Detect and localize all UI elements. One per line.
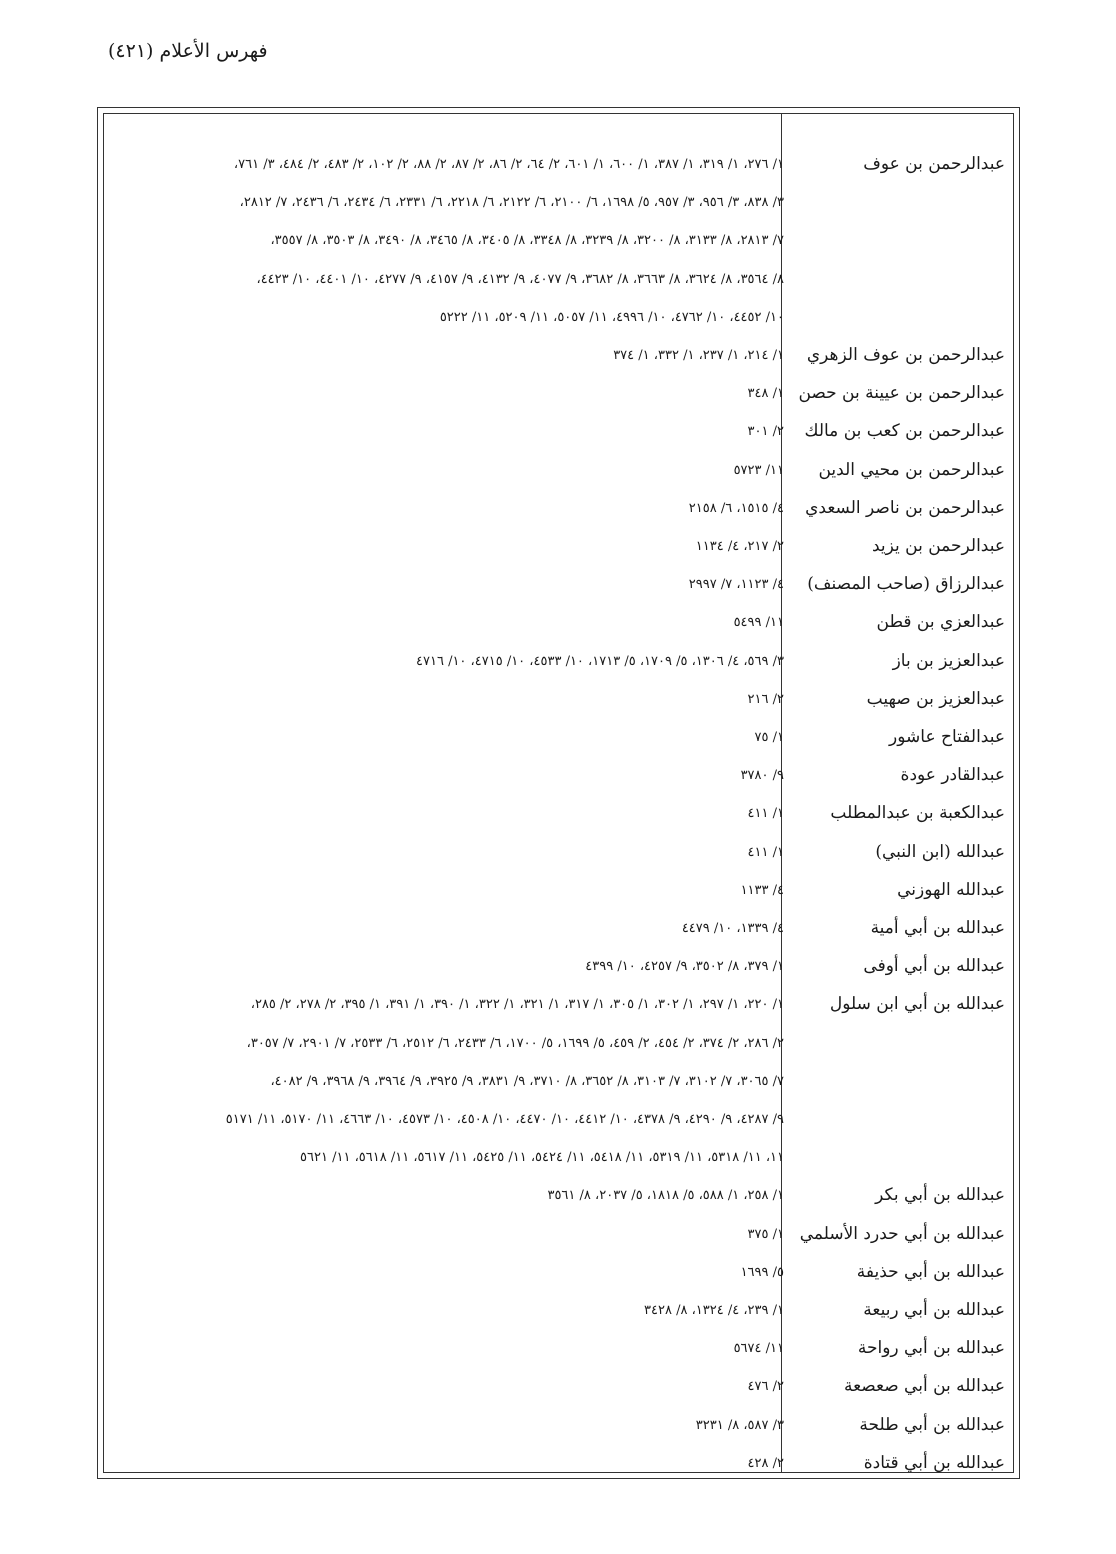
- entry-references: ١/ ٢٧٦، ١/ ٣١٩، ١/ ٣٨٧، ١/ ٦٠٠، ١/ ٦٠١، ٢/ ٦٤، ٢/ ٨٦، ٢/ ٨٧، ٢/ ٨٨، ٢/ ١٠٢، ٢/ ٤٨٣، ٢/ ٤٨٤، ٣/ ٧٦١،: [233, 157, 784, 172]
- entry-name: عبدالله بن أبي صعصعة: [843, 1376, 1005, 1397]
- entry-name: عبدالعزيز بن صهيب: [866, 688, 1005, 709]
- entry-references: ٩/ ٤٢٨٧، ٩/ ٤٢٩٠، ٩/ ٤٣٧٨، ١٠/ ٤٤١٢، ١٠/ ٤٤٧٠، ١٠/ ٤٥٠٨، ١٠/ ٤٥٧٣، ١٠/ ٤٦٦٣، ١١/ ٥١٧٠، ١١/ ٥١٧١: [225, 1111, 784, 1127]
- entry-references: ٤/ ١١٢٣، ٧/ ٢٩٩٧: [688, 577, 784, 593]
- entry-name: عبدالكعبة بن عبدالمطلب: [830, 803, 1005, 824]
- entry-references: ٤/ ١٣٣٩، ١٠/ ٤٤٧٩: [681, 921, 784, 936]
- entry-references: ١١/ ٥٤٩٩: [733, 615, 784, 631]
- entry-name: عبدالرحمن بن كعب بن مالك: [804, 421, 1005, 442]
- entry-references: ١/ ٢٣٩، ٤/ ١٣٢٤، ٨/ ٣٤٢٨: [644, 1303, 784, 1318]
- entry-references: ١/ ٤١١: [747, 806, 784, 822]
- index-entry: [104, 1292, 1013, 1330]
- entry-references: ١/ ٢٢٠، ١/ ٢٩٧، ١/ ٣٠٢، ١/ ٣٠٥، ١/ ٣١٧، ١/ ٣٢١، ١/ ٣٢٢، ١/ ٣٩٠، ١/ ٣٩١، ١/ ٣٩٥، ٢/ ٢٧٨، ٢/ ٢٨٥،: [250, 997, 784, 1013]
- entry-name: عبدالرحمن بن يزيد: [871, 536, 1005, 556]
- entry-name: عبدالرحمن بن عوف الزهري: [806, 345, 1005, 365]
- index-entry: [104, 604, 1013, 642]
- entry-name: عبدالفتاح عاشور: [889, 727, 1005, 747]
- entry-references: ٣/ ٥٦٩، ٤/ ١٣٠٦، ٥/ ١٧٠٩، ٥/ ١٧١٣، ١٠/ ٤٥٣٣، ١٠/ ٤٧١٥، ١٠/ ٤٧١٦: [416, 653, 784, 669]
- entry-references: ٧/ ٣٠٦٥، ٧/ ٣١٠٢، ٧/ ٣١٠٣، ٨/ ٣٦٥٢، ٨/ ٣٧١٠، ٩/ ٣٨٣١، ٩/ ٣٩٢٥، ٩/ ٣٩٦٤، ٩/ ٣٩٦٨، ٩/ ٤٠٨٢،: [270, 1073, 784, 1089]
- entry-references: ١١، ١١/ ٥٣١٨، ١١/ ٥٣١٩، ١١/ ٥٤١٨، ١١/ ٥٤٢٤، ١١/ ٥٤٢٥، ١١/ ٥٦١٧، ١١/ ٥٦١٨، ١١/ ٥٦٢١: [300, 1150, 784, 1166]
- entry-references: ٣/ ٨٣٨، ٣/ ٩٥٦، ٣/ ٩٥٧، ٥/ ١٦٩٨، ٦/ ٢١٠٠، ٦/ ٢١٢٢، ٦/ ٢٢١٨، ٦/ ٢٣٣١، ٦/ ٢٤٣٤، ٦/ ٢٤٣٦، ٧/ ٢٨١٢،: [239, 195, 784, 211]
- index-entry: [104, 1216, 1013, 1254]
- entry-references: ٩/ ٣٧٨٠: [740, 768, 784, 784]
- entry-name: عبدالرحمن بن عيينة بن حصن: [798, 383, 1005, 404]
- index-entry: [104, 375, 1013, 413]
- entry-name: عبدالله بن أبي أوفى: [863, 956, 1005, 977]
- entry-name: عبدالعزي بن قطن: [876, 612, 1005, 633]
- index-entry: [104, 1445, 1013, 1483]
- index-entry: [104, 413, 1013, 451]
- index-entry: [104, 910, 1013, 948]
- entry-references: ١/ ٢٥٨، ١/ ٥٨٨، ٥/ ١٨١٨، ٥/ ٢٠٣٧، ٨/ ٣٥٦١: [547, 1188, 784, 1204]
- entry-references: ٢/ ٣٠١: [747, 424, 784, 440]
- index-entry: [104, 1177, 1013, 1215]
- entry-references: ١١/ ٥٦٧٤: [733, 1341, 784, 1357]
- entry-name: عبدالله بن أبي حدرد الأسلمي: [799, 1223, 1005, 1244]
- entry-references: ٤/ ١١٣٣: [740, 882, 784, 898]
- index-entry: [104, 834, 1013, 872]
- index-entry: [104, 1368, 1013, 1406]
- entry-name: عبدالعزيز بن باز: [892, 650, 1005, 671]
- entry-name: عبدالله بن أبي بكر: [875, 1185, 1005, 1206]
- entry-references: ٥/ ١٦٩٩: [740, 1264, 784, 1280]
- entry-references: ٤/ ١٥١٥، ٦/ ٢١٥٨: [688, 500, 784, 516]
- entry-name: عبدالله بن أبي طلحة: [859, 1414, 1005, 1435]
- index-entry: [104, 872, 1013, 910]
- index-rows: [104, 114, 1013, 1472]
- entry-references: ٧/ ٢٨١٣، ٨/ ٣١٣٣، ٨/ ٣٢٠٠، ٨/ ٣٢٣٩، ٨/ ٣٣٤٨، ٨/ ٣٤٠٥، ٨/ ٣٤٦٥، ٨/ ٣٤٩٠، ٨/ ٣٥٠٣، ٨/ ٣٥٥٧،: [270, 233, 784, 249]
- entry-references: ٢/ ٤٧٦: [747, 1379, 784, 1395]
- entry-references: ٢/ ٢٨٦، ٢/ ٣٧٤، ٢/ ٤٥٤، ٢/ ٤٥٩، ٥/ ١٦٩٩، ٥/ ١٧٠٠، ٦/ ٢٤٣٣، ٦/ ٢٥١٢، ٦/ ٢٥٣٣، ٧/ ٢٩٠١، ٧/ ٣٠٥٧،: [246, 1035, 784, 1051]
- index-entry: [104, 948, 1013, 986]
- entry-name: عبدالله بن أبي رواحة: [857, 1338, 1005, 1359]
- entry-name: عبدالله بن أبي ابن سلول: [829, 994, 1005, 1015]
- index-entry: [104, 681, 1013, 719]
- page-header: فهرس الأعلام (٤٢١): [108, 40, 268, 62]
- entry-name: عبدالله الهوزني: [897, 879, 1005, 900]
- entry-name: عبدالقادر عودة: [900, 765, 1005, 786]
- entry-references: ٣/ ٥٨٧، ٨/ ٣٢٣١: [695, 1417, 784, 1433]
- entry-name: عبدالرزاق (صاحب المصنف): [807, 574, 1005, 595]
- entry-name: عبدالرحمن بن محيي الدين: [818, 459, 1005, 480]
- entry-references: ١/ ٣٤٨: [747, 386, 784, 402]
- entry-references: ٢/ ٤٢٨: [747, 1455, 784, 1471]
- index-entry: [104, 1330, 1013, 1368]
- entry-name: عبدالله بن أبي قتادة: [863, 1452, 1005, 1473]
- entry-references: ١/ ٣٧٥: [747, 1226, 784, 1242]
- entry-references: ٢/ ٢١٧، ٤/ ١١٣٤: [695, 539, 784, 554]
- index-entry: [104, 528, 1013, 566]
- index-entry: [104, 452, 1013, 490]
- entry-references: ١/ ٣٧٩، ٨/ ٣٥٠٢، ٩/ ٤٢٥٧، ١٠/ ٤٣٩٩: [585, 959, 784, 975]
- entry-name: عبدالله بن أبي حذيفة: [856, 1261, 1005, 1282]
- index-table-inner-border: [103, 113, 1014, 1473]
- entry-references: ١١/ ٥٧٢٣: [733, 462, 784, 478]
- entry-references: ١/ ٢١٤، ١/ ٢٣٧، ١/ ٣٣٢، ١/ ٣٧٤: [613, 348, 784, 363]
- index-entry: [104, 986, 1013, 1177]
- index-entry: [104, 337, 1013, 375]
- index-entry: [104, 566, 1013, 604]
- index-entry: [104, 1254, 1013, 1292]
- entry-references: ١٠/ ٤٤٥٢، ١٠/ ٤٧٦٢، ١٠/ ٤٩٩٦، ١١/ ٥٠٥٧، ١١/ ٥٢٠٩، ١١/ ٥٢٢٢: [439, 309, 784, 325]
- index-entry: [104, 490, 1013, 528]
- index-table: [97, 107, 1020, 1479]
- index-entry: [104, 146, 1013, 337]
- entry-name: عبدالله بن أبي ربيعة: [863, 1300, 1005, 1320]
- entry-name: عبدالله بن أبي أمية: [870, 918, 1005, 938]
- entry-references: ٨/ ٣٥٦٤، ٨/ ٣٦٢٤، ٨/ ٣٦٦٣، ٨/ ٣٦٨٢، ٩/ ٤٠٧٧، ٩/ ٤١٣٢، ٩/ ٤١٥٧، ٩/ ٤٢٧٧، ١٠/ ٤٤٠١، ١٠/ ٤٤٢٣،: [256, 271, 784, 287]
- index-entry: [104, 1407, 1013, 1445]
- index-entry: [104, 795, 1013, 833]
- index-entry: [104, 643, 1013, 681]
- entry-references: ٢/ ٢١٦: [747, 691, 784, 707]
- entry-name: عبدالرحمن بن ناصر السعدي: [805, 497, 1005, 518]
- entry-references: ١/ ٧٥: [754, 730, 784, 745]
- index-entry: [104, 719, 1013, 757]
- entry-references: ١/ ٤١١: [747, 844, 784, 860]
- entry-name: عبدالله (ابن النبي): [875, 841, 1005, 862]
- index-entry: [104, 757, 1013, 795]
- entry-name: عبدالرحمن بن عوف: [863, 154, 1005, 174]
